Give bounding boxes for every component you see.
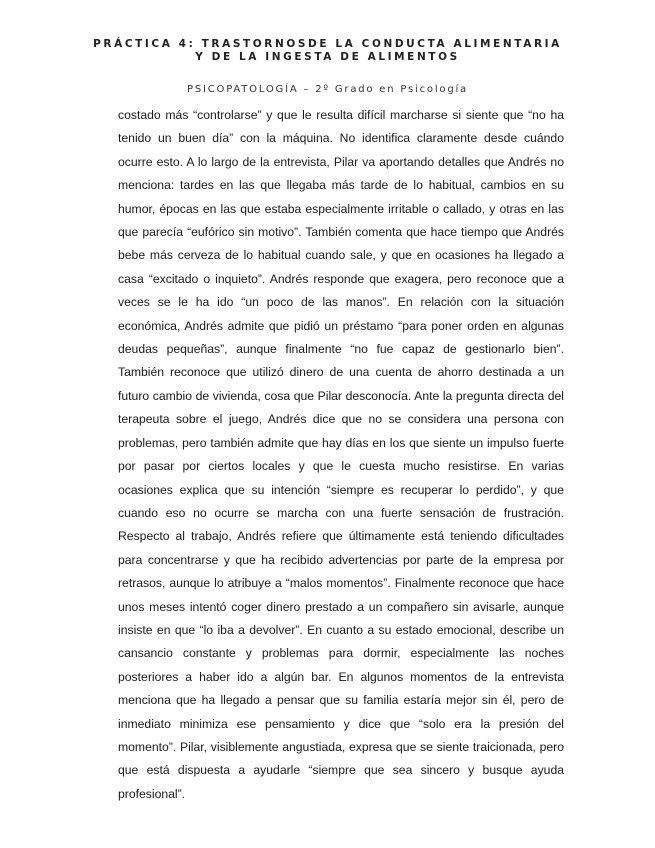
title-line-2: Y DE LA INGESTA DE ALIMENTOS xyxy=(195,51,460,63)
course-subtitle: PSICOPATOLOGÍA – 2º Grado en Psicología xyxy=(187,84,468,95)
title-line-1: PRÁCTICA 4: TRASTORNOSDE LA CONDUCTA ALIMENTARIA xyxy=(93,38,562,50)
document-header xyxy=(60,38,595,64)
body-paragraph: costado más “controlarse” y que le resulta difícil marcharse si siente que “no ha tenido un buen día” con la máquina. No identifica claramente desde cuándo ocurre esto. A lo largo de la entrevista, Pilar va aportando detalles que Andrés no menciona: tardes en las que llegaba más tarde de lo habitual, cambios en su humor, épocas en las que estaba especialmente irritable o callado, y otras en las que parecía “eufórico sin motivo”. También comenta que hace tiempo que Andrés bebe más cerveza de lo habitual cuando sale, y que en ocasiones ha llegado a casa “excitado o inquieto”. Andrés responde que exagera, pero reconoce que a veces se le ha ido “un poco de las manos”. En relación con la situación económica, Andrés admite que pidió un préstamo “para poner orden en algunas deudas pequeñas”, aunque finalmente “no fue capaz de gestionarlo bien”. También reconoce que utilizó dinero de una cuenta de ahorro destinada a un futuro cambio de vivienda, cosa que Pilar desconocía. Ante la pregunta directa del terapeuta sobre el juego, Andrés dice que no se considera una persona con problemas, pero también admite que hay días en los que siente un impulso fuerte por pasar por ciertos locales y que le cuesta mucho resistirse. En varias ocasiones explica que su intención “siempre es recuperar lo perdido”, y que cuando eso no ocurre se marcha con una fuerte sensación de frustración. Respecto al trabajo, Andrés refiere que últimamente está teniendo dificultades para concentrarse y que ha recibido advertencias por parte de la empresa por retrasos, aunque lo atribuye a “malos momentos”. Finalmente reconoce que hace unos meses intentó coger dinero prestado a un compañero sin avisarle, aunque insiste en que “lo iba a devolver”. En cuanto a su estado emocional, describe un cansancio constante y problemas para dormir, especialmente las noches posteriores a haber ido a algún bar. En algunos momentos de la entrevista menciona que ha llegado a pensar que su familia estaría mejor sin él, pero de inmediato minimiza ese pensamiento y dice que “solo era la presión del momento”. Pilar, visiblemente angustiada, expresa que se siente traicionada, pero que está dispuesta a ayudarle “siempre que sea sincero y busque ayuda profesional”. xyxy=(118,108,564,801)
